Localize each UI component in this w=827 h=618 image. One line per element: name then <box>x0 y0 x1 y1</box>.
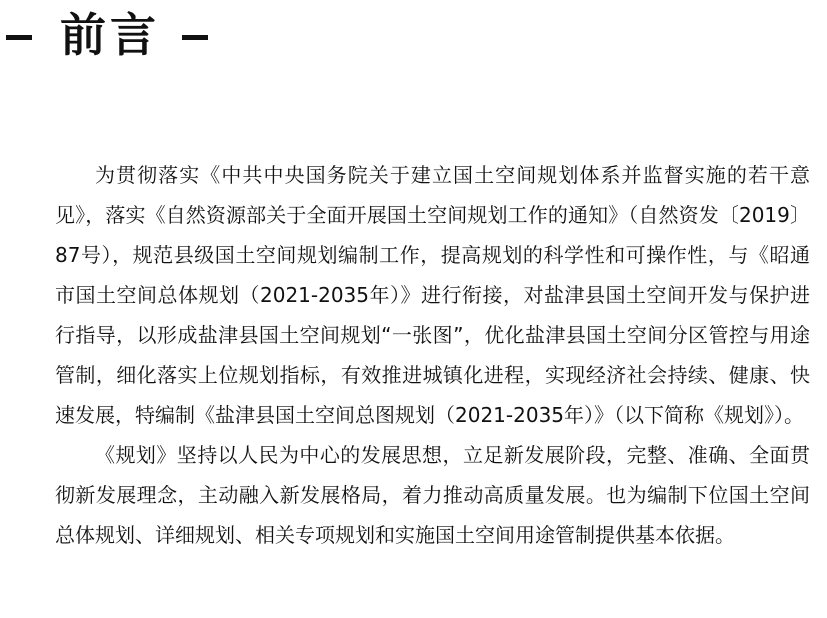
paragraph-intro: 为贯彻落实《中共中央国务院关于建立国土空间规划体系并监督实施的若干意见》，落实《自然资源部关于全面开展国土空间规划工作的通知》（自然资发〔2019〕87号），规范县级国土空间规划编制工作，提高规划的科学性和可操作性，与《昭通市国土空间总体规划（2021-2035年）》进行衔接，对盐津县国土空间开发与保护进行指导，以形成盐津县国土空间规划“一张图”，优化盐津县国土空间分区管控与用途管制，细化落实上位规划指标，有效推进城镇化进程，实现经济社会持续、健康、快速发展，特编制《盐津县国土空间总图规划（2021-2035年）》（以下简称《规划》）。 <box>55 163 810 427</box>
heading-dash-left <box>6 35 32 40</box>
document-body <box>55 155 810 555</box>
section-heading <box>0 0 208 70</box>
paragraph-principles: 《规划》坚持以人民为中心的发展思想，立足新发展阶段，完整、准确、全面贯彻新发展理念，主动融入新发展格局，着力推动高质量发展。也为编制下位国土空间总体规划、详细规划、相关专项规划和实施国土空间用途管制提供基本依据。 <box>55 443 810 547</box>
page-title: 前言 <box>60 8 160 62</box>
heading-dash-right <box>182 35 208 40</box>
